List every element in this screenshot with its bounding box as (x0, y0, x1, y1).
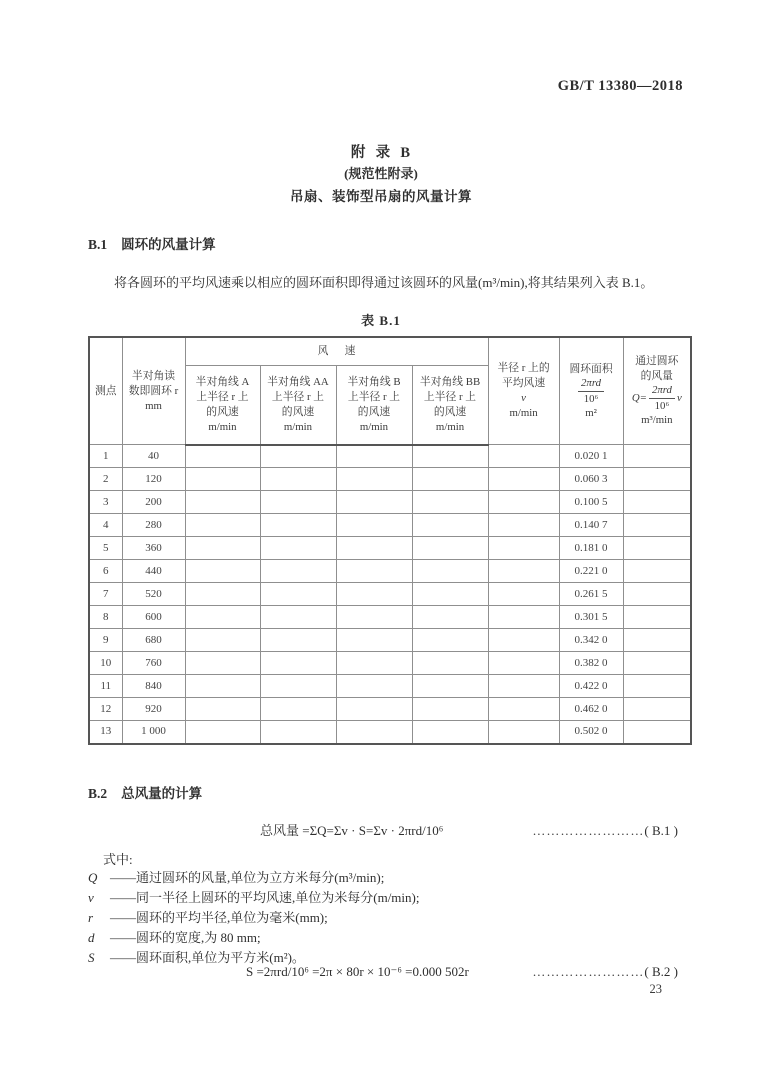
cell-area: 0.020 1 (559, 445, 623, 468)
cell-speed-a (185, 629, 260, 652)
cell-speed-bb (412, 514, 488, 537)
formula-b1-leader (532, 823, 678, 839)
diag-b-unit: m/min (359, 420, 389, 433)
table-row (89, 560, 691, 583)
definition-item (88, 868, 698, 888)
cell-speed-bb (412, 698, 488, 721)
cell-area: 0.140 7 (559, 514, 623, 537)
cell-area: 0.502 0 (559, 721, 623, 744)
cell-speed-a (185, 675, 260, 698)
cell-point: 1 (89, 445, 122, 468)
section-b1-heading (88, 233, 216, 253)
cell-speed-bb (412, 537, 488, 560)
table-row (89, 491, 691, 514)
col-header-point: 测点 (89, 337, 122, 445)
diag-b-line3: 的风速 (357, 405, 391, 418)
cell-speed-a (185, 445, 260, 468)
col-header-diag-b (336, 365, 412, 445)
page-number: 23 (649, 982, 662, 996)
cell-point: 13 (89, 721, 122, 744)
cell-radius: 120 (122, 468, 185, 491)
col-header-radius-line1: 半对角读 (131, 369, 176, 382)
formula-b2-leader (532, 964, 678, 980)
definition-symbol: d (88, 930, 95, 945)
cell-speed-aa (260, 468, 336, 491)
cell-speed-aa (260, 514, 336, 537)
table-row (89, 514, 691, 537)
section-b2-number: B.2 (88, 786, 108, 801)
cell-radius: 280 (122, 514, 185, 537)
formula-b2-body: S =2πrd/10⁶ =2π × 80r × 10⁻⁶ =0.000 502r (246, 964, 469, 979)
definition-description: ——通过圆环的风量,单位为立方米每分(m³/min); (110, 870, 385, 885)
cell-area: 0.342 0 (559, 629, 623, 652)
formula-b2-label: ( B.2 ) (644, 964, 678, 979)
table-row (89, 537, 691, 560)
definition-description: ——圆环的平均半径,单位为毫米(mm); (110, 910, 328, 925)
cell-avg-speed (488, 583, 559, 606)
cell-flow (623, 560, 691, 583)
cell-speed-a (185, 491, 260, 514)
col-header-radius (122, 337, 185, 445)
cell-flow (623, 721, 691, 744)
diag-b-line1: 半对角线 B (347, 375, 401, 388)
cell-speed-aa (260, 606, 336, 629)
formula-b2 (246, 964, 678, 980)
flow-formula (625, 384, 690, 413)
section-b1-title: 圆环的风量计算 (121, 237, 216, 252)
appendix-title: 附 录 B (350, 145, 412, 161)
cell-radius: 200 (122, 491, 185, 514)
definition-symbol: Q (88, 870, 98, 885)
cell-point: 6 (89, 560, 122, 583)
cell-speed-bb (412, 560, 488, 583)
cell-radius: 520 (122, 583, 185, 606)
cell-area: 0.181 0 (559, 537, 623, 560)
table-body (89, 445, 691, 744)
col-header-area-label: 圆环面积 (569, 362, 613, 375)
table-row (89, 675, 691, 698)
cell-flow (623, 537, 691, 560)
formula-b1 (260, 820, 678, 839)
cell-speed-b (336, 537, 412, 560)
cell-area: 0.261 5 (559, 583, 623, 606)
formula-b1-label: ( B.1 ) (644, 823, 678, 838)
diag-bb-line1: 半对角线 BB (419, 375, 481, 388)
definition-list (88, 868, 698, 968)
cell-speed-b (336, 514, 412, 537)
col-header-radius-unit: mm (145, 399, 162, 412)
table-row (89, 721, 691, 744)
cell-speed-a (185, 721, 260, 744)
appendix-type-subtitle: (规范性附录) (344, 166, 418, 181)
col-header-diag-a (185, 365, 260, 445)
cell-speed-b (336, 629, 412, 652)
diag-bb-line3: 的风速 (433, 405, 467, 418)
cell-flow (623, 445, 691, 468)
cell-flow (623, 606, 691, 629)
diag-aa-unit: m/min (283, 420, 313, 433)
cell-avg-speed (488, 468, 559, 491)
flow-fraction-numerator: 2πrd (649, 384, 675, 399)
cell-speed-a (185, 652, 260, 675)
cell-speed-bb (412, 652, 488, 675)
table-row (89, 445, 691, 468)
cell-avg-speed (488, 514, 559, 537)
cell-radius: 440 (122, 560, 185, 583)
cell-speed-b (336, 491, 412, 514)
cell-speed-aa (260, 721, 336, 744)
cell-speed-b (336, 675, 412, 698)
definition-description: ——同一半径上圆环的平均风速,单位为米每分(m/min); (110, 890, 420, 905)
section-b1-paragraph: 将各圆环的平均风速乘以相应的圆环面积即得通过该圆环的风量(m³/min),将其结果列入表 B.1。 (114, 275, 654, 290)
formula-b1-body: 总风量 =ΣQ=Σv · S=Σv · 2πrd/10⁶ (260, 823, 444, 838)
cell-speed-b (336, 445, 412, 468)
cell-speed-bb (412, 606, 488, 629)
diag-a-line1: 半对角线 A (195, 375, 250, 388)
cell-speed-b (336, 606, 412, 629)
cell-speed-b (336, 721, 412, 744)
area-fraction (578, 377, 604, 406)
cell-speed-a (185, 583, 260, 606)
cell-speed-aa (260, 537, 336, 560)
cell-flow (623, 675, 691, 698)
cell-speed-bb (412, 468, 488, 491)
diag-a-line2: 上半径 r 上 (196, 390, 249, 403)
cell-avg-speed (488, 606, 559, 629)
diag-a-unit: m/min (208, 420, 237, 433)
col-header-flow-line1: 通过圆环 (635, 355, 679, 367)
table-row (89, 468, 691, 491)
definition-item (88, 928, 698, 948)
cell-radius: 920 (122, 698, 185, 721)
cell-area: 0.382 0 (559, 652, 623, 675)
col-header-radius-line2: 数即圆环 r (128, 384, 179, 397)
cell-avg-speed (488, 560, 559, 583)
cell-speed-aa (260, 652, 336, 675)
cell-speed-a (185, 606, 260, 629)
cell-speed-aa (260, 560, 336, 583)
definition-description: ——圆环面积,单位为平方米(m²)。 (110, 950, 305, 965)
cell-speed-bb (412, 583, 488, 606)
flow-formula-variable: v (676, 392, 682, 404)
table-row (89, 583, 691, 606)
diag-b-line2: 上半径 r 上 (347, 390, 401, 403)
cell-flow (623, 468, 691, 491)
cell-radius: 840 (122, 675, 185, 698)
standard-reference: GB/T 13380—2018 (557, 78, 683, 94)
cell-speed-bb (412, 445, 488, 468)
col-header-avg-unit: m/min (509, 407, 538, 419)
diag-bb-line2: 上半径 r 上 (423, 390, 477, 403)
col-header-avg-symbol: v (521, 392, 526, 404)
cell-speed-aa (260, 698, 336, 721)
cell-radius: 40 (122, 445, 185, 468)
area-fraction-numerator: 2πrd (578, 377, 604, 392)
definition-item (88, 888, 698, 908)
cell-flow (623, 652, 691, 675)
cell-avg-speed (488, 445, 559, 468)
definition-symbol: v (88, 890, 94, 905)
section-b1-number: B.1 (88, 237, 108, 252)
cell-radius: 1 000 (122, 721, 185, 744)
cell-flow (623, 491, 691, 514)
cell-avg-speed (488, 491, 559, 514)
cell-speed-a (185, 537, 260, 560)
table-row (89, 652, 691, 675)
cell-avg-speed (488, 629, 559, 652)
cell-area: 0.221 0 (559, 560, 623, 583)
cell-point: 12 (89, 698, 122, 721)
cell-radius: 600 (122, 606, 185, 629)
col-header-ring-area (559, 337, 623, 445)
col-header-flow-line2: 的风量 (640, 370, 673, 382)
cell-speed-bb (412, 629, 488, 652)
diag-a-line3: 的风速 (206, 405, 239, 418)
cell-speed-aa (260, 629, 336, 652)
cell-point: 2 (89, 468, 122, 491)
dot-leader: …………………… (532, 823, 645, 838)
cell-speed-aa (260, 583, 336, 606)
cell-avg-speed (488, 721, 559, 744)
diag-aa-line3: 的风速 (281, 405, 315, 418)
dot-leader: …………………… (532, 964, 645, 979)
cell-speed-a (185, 514, 260, 537)
cell-radius: 680 (122, 629, 185, 652)
cell-avg-speed (488, 675, 559, 698)
diag-bb-unit: m/min (435, 420, 465, 433)
cell-speed-a (185, 468, 260, 491)
table-caption: 表 B.1 (361, 313, 401, 328)
cell-speed-b (336, 652, 412, 675)
cell-area: 0.462 0 (559, 698, 623, 721)
cell-point: 7 (89, 583, 122, 606)
cell-avg-speed (488, 698, 559, 721)
cell-speed-b (336, 560, 412, 583)
cell-speed-a (185, 560, 260, 583)
definition-item (88, 908, 698, 928)
cell-speed-bb (412, 491, 488, 514)
cell-point: 10 (89, 652, 122, 675)
cell-speed-b (336, 468, 412, 491)
cell-speed-aa (260, 675, 336, 698)
cell-radius: 760 (122, 652, 185, 675)
definition-description: ——圆环的宽度,为 80 mm; (110, 930, 261, 945)
table-row (89, 629, 691, 652)
cell-speed-bb (412, 721, 488, 744)
cell-speed-b (336, 698, 412, 721)
where-label: 式中: (103, 852, 133, 867)
cell-point: 9 (89, 629, 122, 652)
cell-speed-b (336, 583, 412, 606)
area-fraction-denominator: 10⁶ (583, 392, 599, 405)
section-b2-heading (88, 782, 202, 802)
col-header-avg-speed (488, 337, 559, 445)
flow-formula-lhs: Q= (631, 392, 647, 404)
cell-flow (623, 629, 691, 652)
cell-point: 8 (89, 606, 122, 629)
cell-area: 0.422 0 (559, 675, 623, 698)
col-header-flow (623, 337, 691, 445)
flow-fraction-denominator: 10⁶ (654, 400, 670, 412)
cell-point: 5 (89, 537, 122, 560)
cell-point: 11 (89, 675, 122, 698)
col-header-area-unit: m² (585, 406, 597, 419)
cell-speed-aa (260, 445, 336, 468)
cell-area: 0.301 5 (559, 606, 623, 629)
header-row-group (89, 337, 691, 365)
cell-avg-speed (488, 652, 559, 675)
table-b1 (88, 336, 692, 745)
cell-flow (623, 514, 691, 537)
appendix-subject-title: 吊扇、装饰型吊扇的风量计算 (290, 189, 472, 204)
col-header-avg-line2: 平均风速 (501, 377, 546, 389)
table-row (89, 698, 691, 721)
cell-speed-bb (412, 675, 488, 698)
col-group-wind-speed: 风 速 (185, 337, 488, 365)
cell-area: 0.060 3 (559, 468, 623, 491)
diag-aa-line2: 上半径 r 上 (271, 390, 325, 403)
section-b2-title: 总风量的计算 (121, 786, 203, 801)
flow-fraction (649, 384, 675, 413)
diag-aa-line1: 半对角线 AA (267, 375, 329, 388)
cell-speed-a (185, 698, 260, 721)
col-header-diag-bb (412, 365, 488, 445)
cell-radius: 360 (122, 537, 185, 560)
col-header-diag-aa (260, 365, 336, 445)
cell-flow (623, 583, 691, 606)
table-row (89, 606, 691, 629)
definition-symbol: r (88, 910, 94, 925)
cell-point: 4 (89, 514, 122, 537)
col-header-avg-line1: 半径 r 上的 (497, 362, 550, 374)
col-header-flow-unit: m³/min (641, 414, 673, 426)
cell-area: 0.100 5 (559, 491, 623, 514)
cell-avg-speed (488, 537, 559, 560)
cell-speed-aa (260, 491, 336, 514)
definition-symbol: S (88, 950, 95, 965)
cell-flow (623, 698, 691, 721)
cell-point: 3 (89, 491, 122, 514)
